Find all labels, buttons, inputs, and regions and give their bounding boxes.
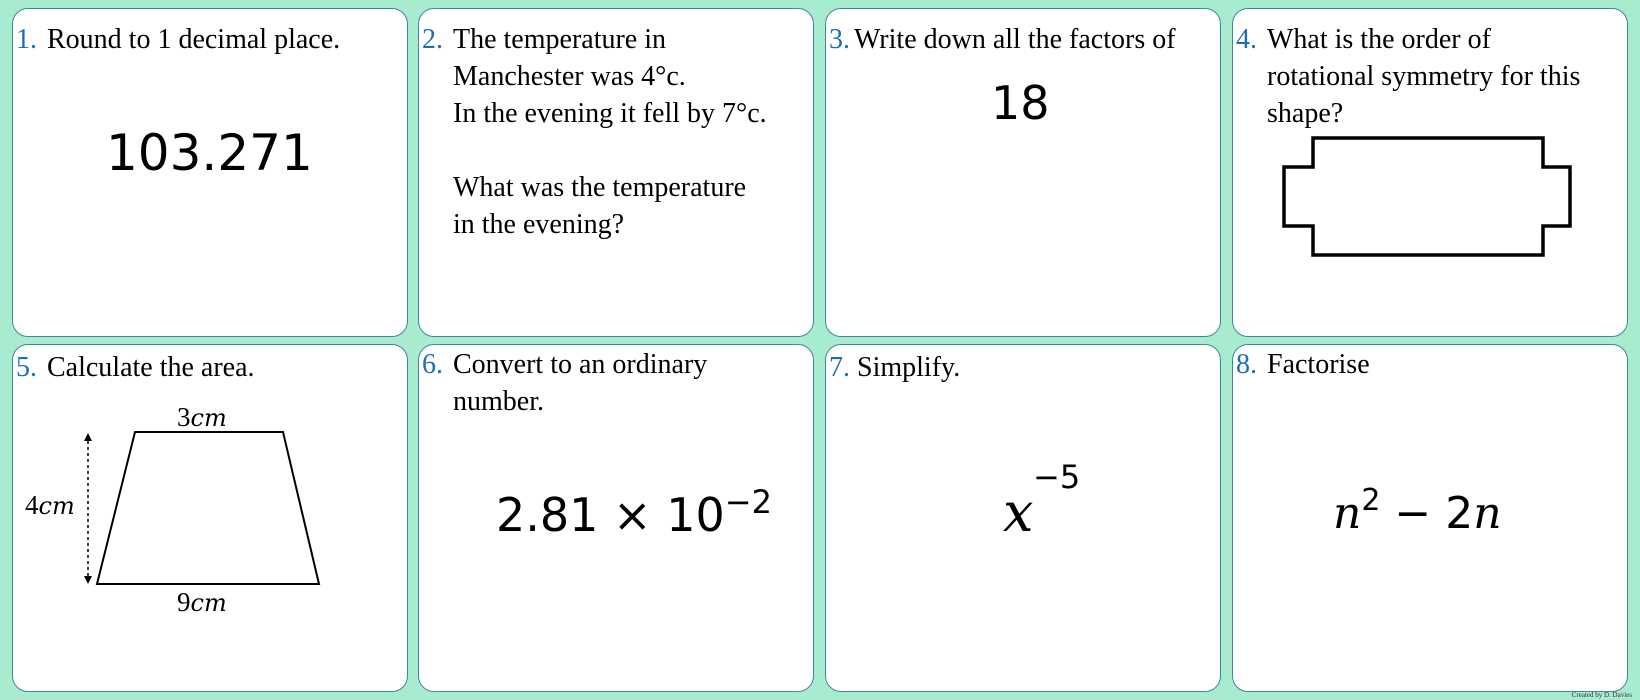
question-text-line-1: The temperature in	[453, 24, 667, 55]
top-side-value: 3	[177, 402, 191, 432]
height-value: 4	[25, 490, 39, 520]
height-arrow-head-up	[84, 433, 92, 441]
question-card-4	[1232, 8, 1628, 337]
question-card-3	[825, 8, 1221, 337]
question-number: 1.	[16, 24, 37, 55]
question-number: 4.	[1236, 24, 1257, 55]
height-arrow-head-down	[84, 576, 92, 584]
quadratic-square: 2	[1361, 483, 1381, 518]
question-text: Write down all the factors of	[854, 24, 1176, 55]
question-text: Round to 1 decimal place.	[47, 24, 341, 55]
question-number: 3.	[829, 24, 850, 55]
trapezium-shape	[97, 432, 319, 584]
power-base: x	[1003, 481, 1034, 544]
question-text-line-3: In the evening it fell by 7°c.	[453, 98, 767, 129]
quadratic-variable-2: n	[1473, 488, 1502, 539]
height-unit: cm	[38, 492, 75, 520]
question-text: Factorise	[1267, 349, 1370, 380]
question-text-line-3: shape?	[1267, 98, 1344, 129]
question-text-line-5: What was the temperature	[453, 172, 747, 203]
bottom-side-label	[177, 587, 227, 618]
symmetry-shape-outline	[1284, 138, 1570, 255]
standard-form-number	[496, 483, 772, 542]
question-number: 7.	[829, 352, 850, 383]
question-card-7	[825, 344, 1221, 692]
question-text: Simplify.	[857, 352, 961, 383]
question-number: 5.	[16, 352, 37, 383]
symmetry-shape	[1233, 9, 1628, 337]
question-text-line-1: Convert to an ordinary	[453, 349, 708, 380]
question-text-line-2: Manchester was 4°c.	[453, 61, 686, 92]
top-side-label	[177, 402, 227, 433]
credit-text: Created by D. Davies	[1571, 691, 1632, 699]
question-number: 2.	[422, 24, 443, 55]
top-side-unit: cm	[190, 404, 227, 432]
standard-form-exponent: −2	[724, 483, 772, 521]
question-text-line-6: in the evening?	[453, 209, 625, 240]
height-label	[25, 490, 75, 521]
quadratic-variable-1: n	[1333, 488, 1362, 539]
factor-number: 18	[991, 76, 1050, 130]
bottom-side-value: 9	[177, 587, 191, 617]
question-text-line-2: rotational symmetry for this	[1267, 61, 1581, 92]
power-exponent: −5	[1033, 458, 1081, 496]
bottom-side-unit: cm	[190, 589, 227, 617]
question-text-line-2: number.	[453, 386, 544, 417]
question-text-line-1: What is the order of	[1267, 24, 1491, 55]
decimal-number: 103.271	[106, 124, 313, 182]
question-number: 6.	[422, 349, 443, 380]
question-card-5	[12, 344, 408, 692]
quadratic-rest: − 2	[1380, 488, 1474, 539]
question-card-1	[12, 8, 408, 337]
question-card-8	[1232, 344, 1628, 692]
question-number: 8.	[1236, 349, 1257, 380]
standard-form-mantissa: 2.81 × 10	[496, 488, 725, 542]
question-card-2	[418, 8, 814, 337]
quadratic-expression	[1333, 483, 1502, 539]
question-text: Calculate the area.	[47, 352, 255, 383]
question-card-6	[418, 344, 814, 692]
